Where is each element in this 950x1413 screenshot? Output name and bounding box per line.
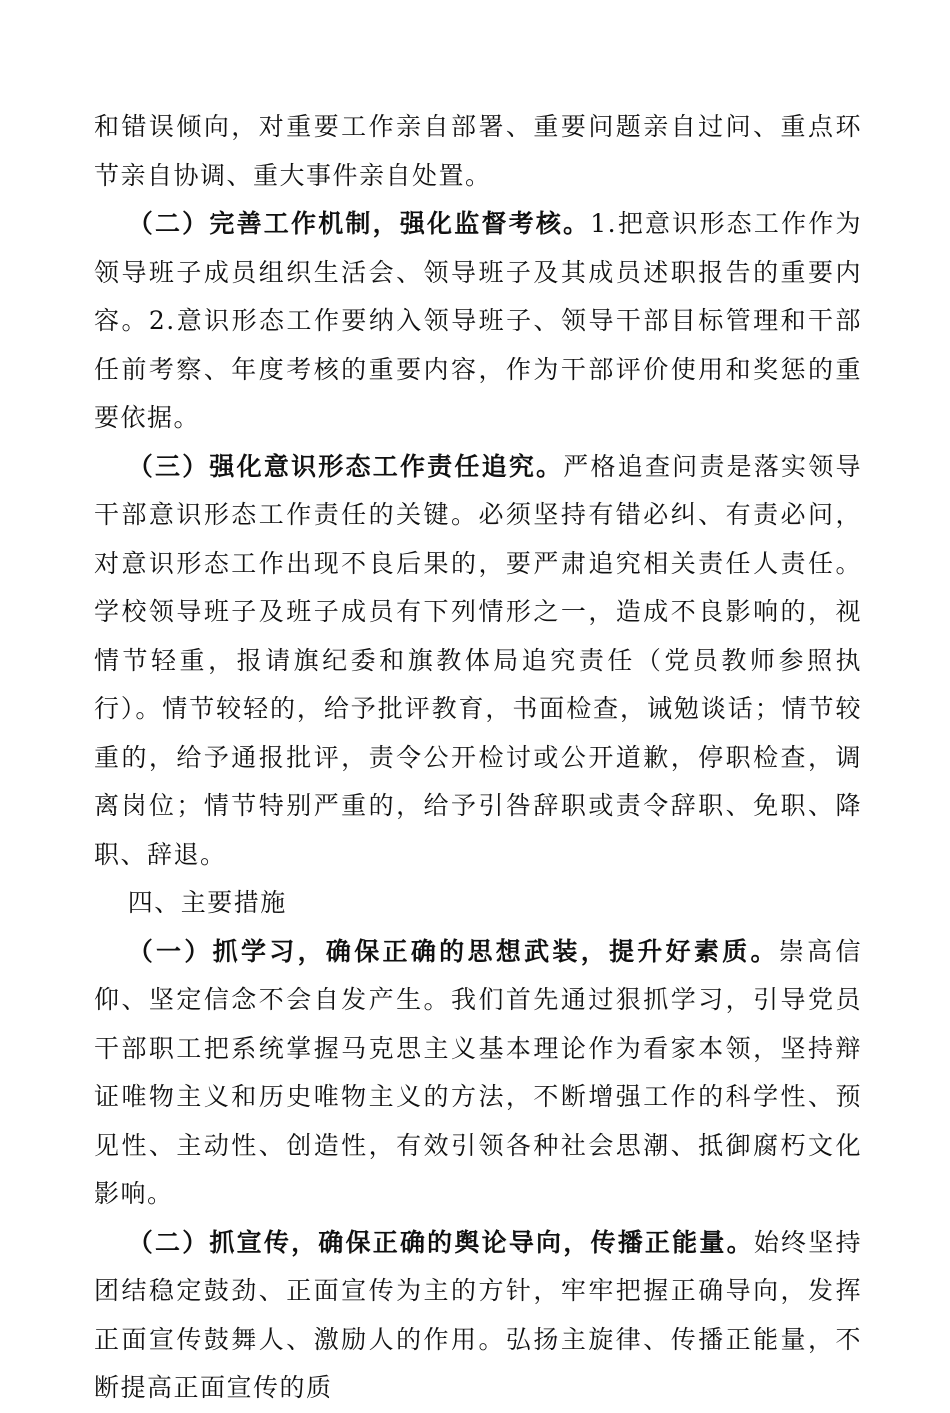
paragraph-accountability	[94, 443, 862, 880]
paragraph-text: 1.把意识形态工作作为领导班子成员组织生活会、领导班子及其成员述职报告的重要内容。2.意识形态工作要纳入领导班子、领导干部目标管理和干部任前考察、年度考核的重要内容，作为干部评价使用和奖惩的重要依据。	[94, 209, 862, 432]
section-heading: 四、主要措施	[127, 888, 287, 917]
paragraph-heading: （二）抓宣传，确保正确的舆论导向，传播正能量。	[127, 1227, 754, 1257]
paragraph-heading: （一）抓学习，确保正确的思想武装，提升好素质。	[127, 936, 779, 966]
paragraph-study	[94, 928, 862, 1219]
paragraph-text: 始终坚持团结稳定鼓劲、正面宣传为主的方针，牢牢把握正确导向，发挥正面宣传鼓舞人、激励人的作用。弘扬主旋律、传播正能量，不断提高正面宣传的质	[94, 1227, 862, 1402]
paragraph-work-mechanism	[94, 200, 862, 443]
paragraph-heading: （二）完善工作机制，强化监督考核。	[127, 209, 591, 238]
paragraph-publicity	[94, 1219, 862, 1413]
paragraph-text: 崇高信仰、坚定信念不会自发产生。我们首先通过狠抓学习，引导党员干部职工把系统掌握马克思主义基本理论作为看家本领，坚持辩证唯物主义和历史唯物主义的方法，不断增强工作的科学性、预见性、主动性、创造性，有效引领各种社会思潮、抵御腐朽文化影响。	[94, 936, 862, 1208]
paragraph-text: 和错误倾向，对重要工作亲自部署、重要问题亲自过问、重点环节亲自协调、重大事件亲自处置。	[94, 112, 862, 190]
paragraph-continued	[94, 103, 862, 200]
paragraph-heading: （三）强化意识形态工作责任追究。	[127, 451, 564, 481]
paragraph-text: 严格追查问责是落实领导干部意识形态工作责任的关键。必须坚持有错必纠、有责必问，对意识形态工作出现不良后果的，要严肃追究相关责任人责任。学校领导班子及班子成员有下列情形之一，造成不良影响的，视情节轻重，报请旗纪委和旗教体局追究责任（党员教师参照执行）。情节较轻的，给予批评教育，书面检查，诫勉谈话；情节较重的，给予通报批评，责令公开检讨或公开道歉，停职检查，调离岗位；情节特别严重的，给予引咎辞职或责令辞职、免职、降职、辞退。	[94, 451, 862, 869]
document-body	[94, 103, 862, 1413]
